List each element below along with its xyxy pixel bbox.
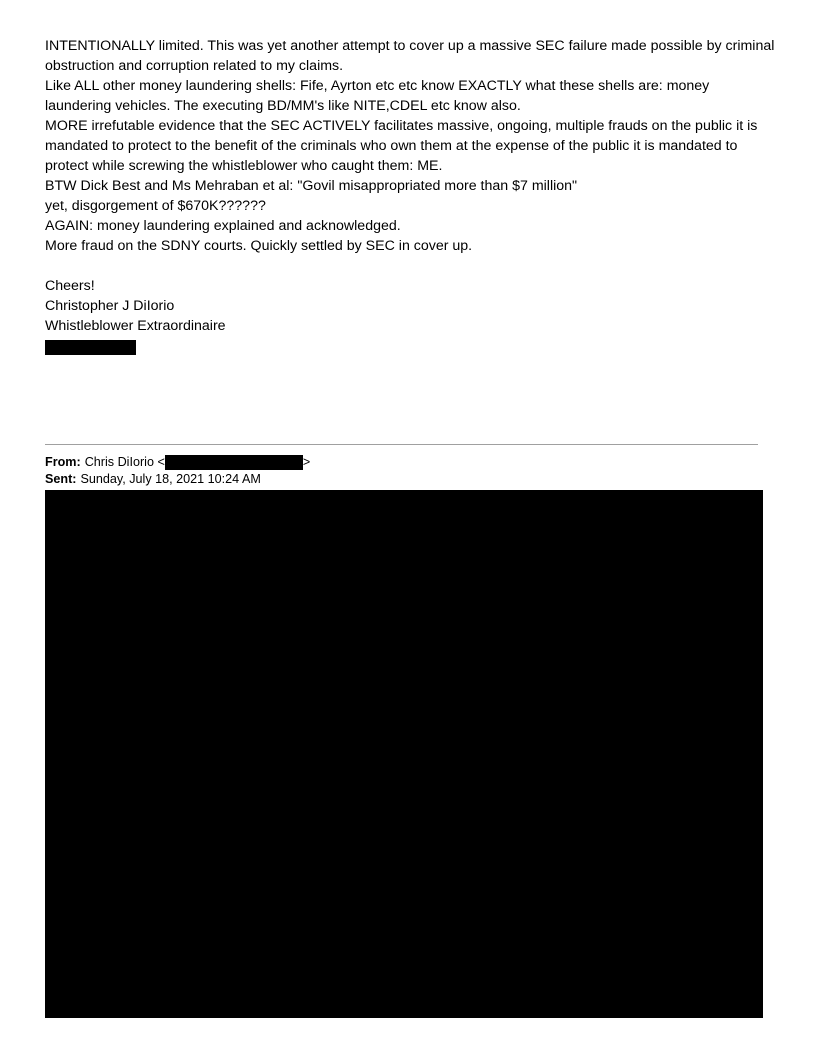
body-line-6: AGAIN: money laundering explained and acknowledged. [45,218,401,234]
signature-redaction [45,340,136,355]
message-body [45,36,775,336]
body-line-3: MORE irrefutable evidence that the SEC ACTIVELY facilitates massive, ongoing, multiple frauds on the public it is mandated to protect to the benefit of the criminals who own them at the expense of the public it is mandated to protect while screwing the whistleblower who caught them: ME. [45,118,758,174]
sent-label: Sent: [45,472,77,486]
email-header [45,454,765,488]
paragraph-spacer [45,256,775,276]
body-line-5: yet, disgorgement of $670K?????? [45,198,266,214]
from-close: > [302,455,311,469]
body-line-2: Like ALL other money laundering shells: Fife, Ayrton etc etc know EXACTLY what these shells are: money laundering vehicles. The executing BD/MM's like NITE,CDEL etc know also. [45,78,710,114]
sent-line [45,471,765,488]
from-name: Chris DiIorio < [84,455,165,469]
signature-name: Christopher J DiIorio [45,298,175,314]
body-line-7: More fraud on the SDNY courts. Quickly settled by SEC in cover up. [45,238,473,254]
sent-value: Sunday, July 18, 2021 10:24 AM [80,472,261,486]
from-line [45,454,765,471]
email-address-redaction [165,455,303,470]
body-line-1: INTENTIONALLY limited. This was yet another attempt to cover up a massive SEC failure made possible by criminal obstruction and corruption related to my claims. [45,38,775,74]
email-divider [45,444,758,445]
message-content-redaction [45,490,763,1018]
from-label: From: [45,455,81,469]
body-line-4: BTW Dick Best and Ms Mehraban et al: "Govil misappropriated more than $7 million" [45,178,578,194]
signature-title: Whistleblower Extraordinaire [45,318,226,334]
closing: Cheers! [45,278,95,294]
